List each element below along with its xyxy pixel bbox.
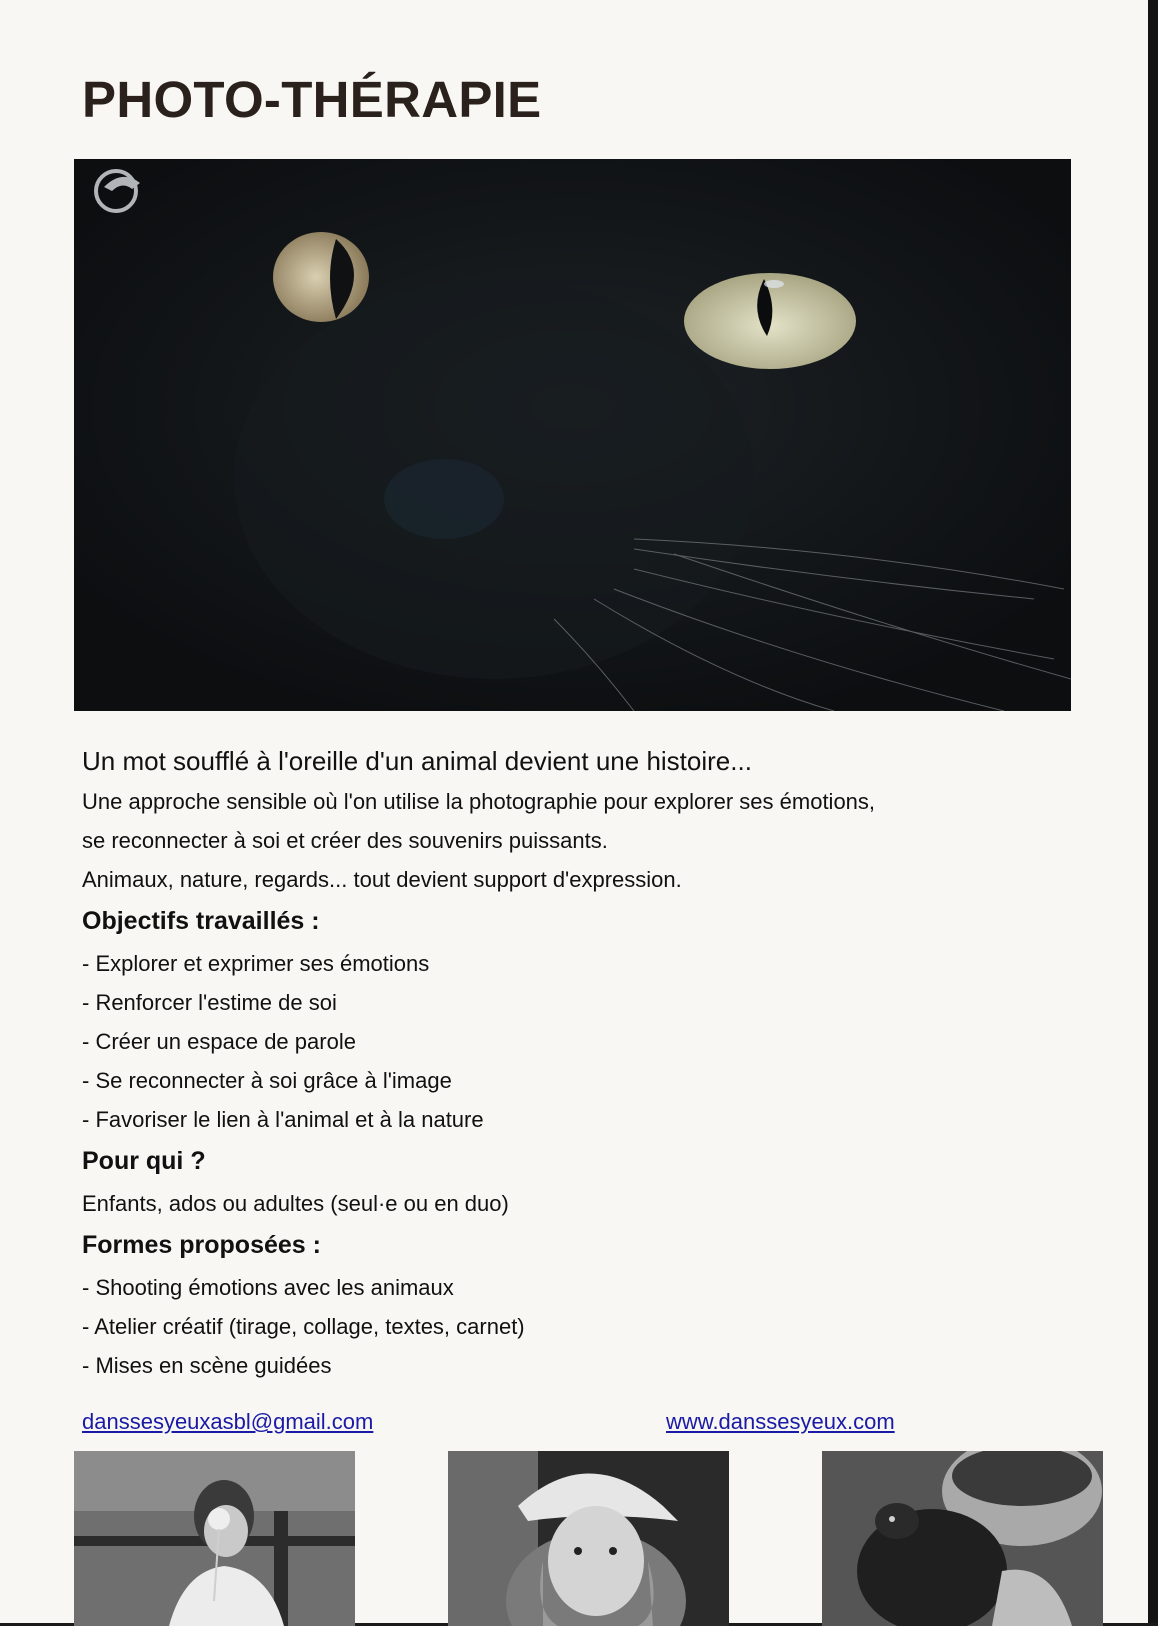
objective-item: - Renforcer l'estime de soi (82, 990, 337, 1015)
format-item: - Atelier créatif (tirage, collage, textes, carnet) (82, 1314, 525, 1339)
page-edge-right (1148, 0, 1158, 1626)
hero-image (74, 159, 1071, 711)
objective-item: - Se reconnecter à soi grâce à l'image (82, 1068, 452, 1093)
audience-heading: Pour qui ? (82, 1147, 206, 1175)
intro-lead: Un mot soufflé à l'oreille d'un animal devient une histoire... (82, 746, 752, 776)
cat-eye-left (273, 232, 369, 322)
black-cat-photo (74, 159, 1071, 711)
thumbnail-girl-cap (448, 1451, 729, 1626)
email-link[interactable]: danssesyeuxasbl@gmail.com (82, 1409, 374, 1434)
objective-item: - Explorer et exprimer ses émotions (82, 951, 430, 976)
objective-item: - Créer un espace de parole (82, 1029, 356, 1054)
website-link[interactable]: www.danssesyeux.com (666, 1409, 895, 1434)
format-item: - Mises en scène guidées (82, 1353, 332, 1378)
audience-text: Enfants, ados ou adultes (seul·e ou en duo) (82, 1191, 509, 1216)
objectives-heading: Objectifs travaillés : (82, 907, 320, 935)
thumbnail-girl-dandelion (74, 1451, 355, 1626)
page-title: PHOTO-THÉRAPIE (82, 71, 542, 128)
formats-heading: Formes proposées : (82, 1231, 321, 1259)
intro-line: se reconnecter à soi et créer des souvenirs puissants. (82, 828, 608, 853)
intro-line: Une approche sensible où l'on utilise la photographie pour explorer ses émotions, (82, 789, 876, 814)
format-item: - Shooting émotions avec les animaux (82, 1275, 454, 1300)
intro-line: Animaux, nature, regards... tout devient support d'expression. (82, 867, 682, 892)
thumbnail-boy-hen (822, 1451, 1103, 1626)
description (82, 740, 1082, 1385)
objective-item: - Favoriser le lien à l'animal et à la nature (82, 1107, 484, 1132)
